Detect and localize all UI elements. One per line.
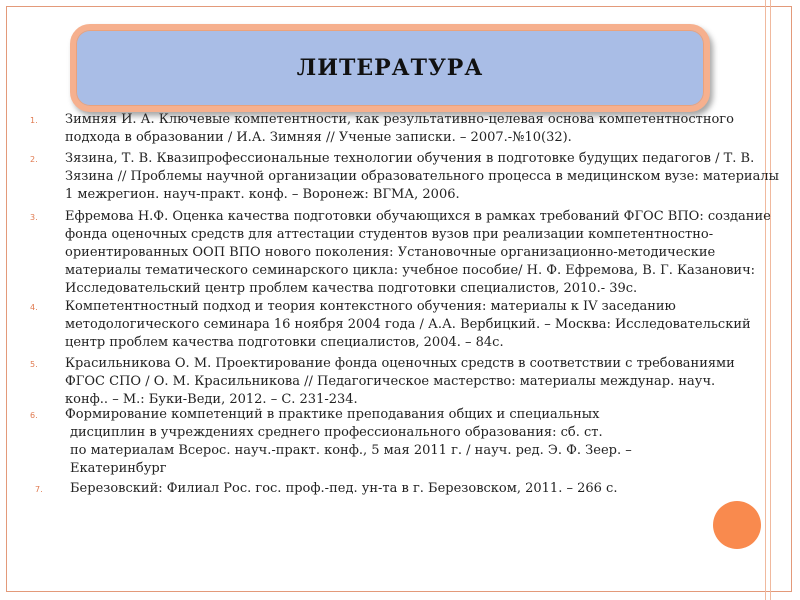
reference-line: Красильникова О. М. Проектирование фонда оценочных средств в соответствии с требованиями [65, 356, 735, 371]
reference-line: 1 межрегион. науч-практ. конф. – Воронеж: ВГМА, 2006. [65, 187, 460, 202]
reference-number: 2. [30, 155, 38, 164]
reference-line: подхода в образовании / И.А. Зимняя // Ученые записки. – 2007.-№10(32). [65, 130, 572, 145]
reference-line: Зимняя И. А. Ключевые компетентности, как результативно-целевая основа компетентностного [65, 112, 734, 127]
reference-line: по материалам Всерос. науч.-практ. конф., 5 мая 2011 г. / науч. ред. Э. Ф. Зеер. – [70, 443, 632, 458]
page-title: ЛИТЕРАТУРА [296, 55, 484, 81]
reference-line: Екатеринбург [70, 461, 167, 476]
reference-line: материалы тематического семинарского цикла: учебное пособие/ Н. Ф. Ефремова, В. Г. Казанович: [65, 263, 756, 278]
reference-line: ориентированных ООП ВПО нового поколения: Установочные организационно-методические [65, 245, 716, 260]
reference-number: 3. [30, 213, 38, 222]
reference-line: Зязина // Проблемы научной организации образовательного процесса в медицинском вузе: материалы [65, 169, 779, 184]
decorative-circle [713, 501, 761, 549]
reference-line: Компетентностный подход и теория контекстного обучения: материалы к IV заседанию [65, 299, 676, 314]
reference-line: Исследовательский центр проблем качества подготовки специалистов, 2010.- 39с. [65, 281, 638, 296]
reference-number: 5. [30, 360, 38, 369]
reference-line: Формирование компетенций в практике преподавания общих и специальных [65, 407, 600, 422]
reference-line: ФГОС СПО / О. М. Красильникова // Педагогическое мастерство: материалы междунар. науч. [65, 374, 716, 389]
reference-line: конф.. – М.: Буки-Веди, 2012. – С. 231-234. [65, 392, 358, 407]
reference-line: Ефремова Н.Ф. Оценка качества подготовки обучающихся в рамках требований ФГОС ВПО: создание [65, 209, 771, 224]
reference-line: методологического семинара 16 ноября 2004 года / А.А. Вербицкий. – Москва: Исследовательский [65, 317, 751, 332]
reference-number: 6. [30, 411, 38, 420]
reference-line: Березовский: Филиал Рос. гос. проф.-пед. ун-та в г. Березовском, 2011. – 266 с. [70, 481, 618, 496]
reference-number: 4. [30, 303, 38, 312]
reference-number: 1. [30, 116, 38, 125]
reference-line: фонда оценочных средств для аттестации студентов вузов при реализации компетентностно- [65, 227, 714, 242]
reference-number: 7. [35, 485, 43, 494]
reference-line: дисциплин в учреждениях среднего профессионального образования: сб. ст. [70, 425, 603, 440]
reference-line: центр проблем качества подготовки специалистов, 2004. – 84с. [65, 335, 504, 350]
reference-line: Зязина, Т. В. Квазипрофессиональные технологии обучения в подготовке будущих педагогов / Т. В. [65, 151, 755, 166]
